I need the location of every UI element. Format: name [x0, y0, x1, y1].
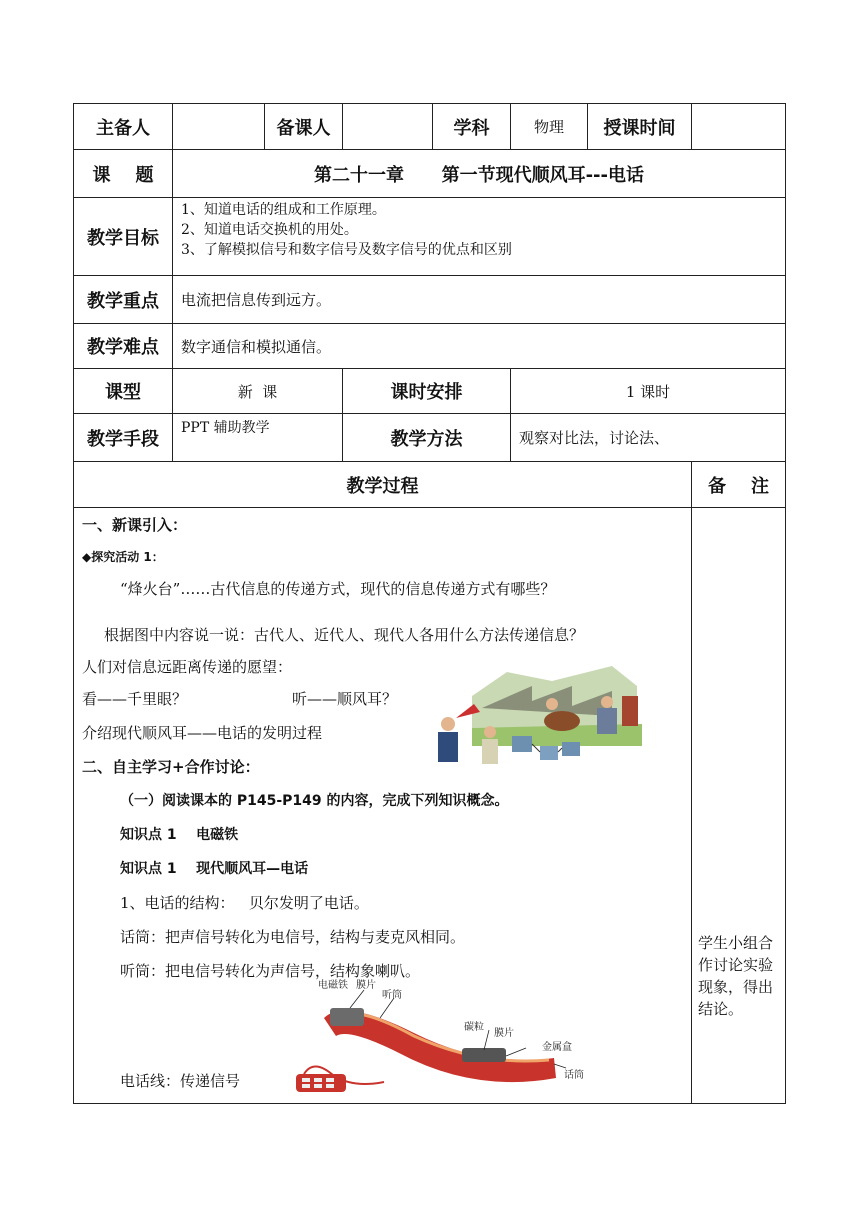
label-carbon: 碳粒	[464, 1022, 484, 1033]
process-content	[74, 508, 692, 1104]
subject-value: 物理	[511, 104, 588, 150]
goals-label: 教学目标	[74, 198, 173, 276]
label-magnet: 电磁铁	[318, 980, 348, 991]
method-value: 观察对比法，讨论法、	[511, 414, 786, 462]
hear-line: 听——顺风耳？	[292, 690, 398, 708]
topic-value: 第二十一章 第一节现代顺风耳---电话	[173, 150, 786, 198]
label-microphone: 话筒	[564, 1070, 584, 1081]
reading-task: （一）阅读课本的 P145-P149 的内容，完成下列知识概念。	[120, 793, 509, 809]
invention-line: 介绍现代顺风耳——电话的发明过程	[82, 724, 323, 742]
label-diaphragm-1: 膜片	[356, 980, 376, 991]
label-metal-box: 金属盒	[542, 1042, 572, 1053]
label-earpiece: 听筒	[382, 990, 402, 1001]
knowledge-point-2: 知识点 1 现代顺风耳—电话	[120, 861, 309, 877]
goal-item: 1、知道电话的组成和工作原理。	[181, 202, 386, 218]
microphone-desc: 话筒：把声信号转化为电信号，结构与麦克风相同。	[120, 928, 466, 946]
arrangement-label: 课时安排	[343, 369, 511, 414]
knowledge-point-1: 知识点 1 电磁铁	[120, 827, 239, 843]
telephone-structure-diagram	[294, 978, 594, 1096]
section-self-study: 二、自主学习+合作讨论：	[82, 758, 260, 776]
notes-column	[692, 508, 786, 1104]
earpiece-desc: 听筒：把电信号转化为声信号，结构象喇叭。	[120, 962, 421, 980]
question-1: “烽火台”……古代信息的传递方式，现代的信息传递方式有哪些？	[120, 580, 556, 598]
prep-label: 备课人	[265, 104, 343, 150]
goal-item: 3、了解模拟信号和数字信号及数字信号的优点和区别	[181, 242, 512, 258]
topic-label: 课 题	[74, 150, 173, 198]
goal-item: 2、知道电话交换机的用处。	[181, 222, 358, 238]
lesson-type-value: 新 课	[173, 369, 343, 414]
lead-label: 主备人	[74, 104, 173, 150]
wish-line: 人们对信息远距离传递的愿望：	[82, 658, 293, 676]
time-label: 授课时间	[588, 104, 692, 150]
difficulty-value: 数字通信和模拟通信。	[173, 324, 786, 369]
difficulty-label: 教学难点	[74, 324, 173, 369]
goals-list	[173, 198, 786, 276]
question-2: 根据图中内容说一说：古代人、近代人、现代人各用什么方法传递信息？	[104, 626, 585, 644]
focus-label: 教学重点	[74, 276, 173, 324]
prep-value[interactable]	[343, 104, 433, 150]
phone-line-desc: 电话线：传递信号	[120, 1072, 241, 1090]
phone-structure: 1、电话的结构： 贝尔发明了电话。	[120, 894, 369, 912]
subject-label: 学科	[433, 104, 511, 150]
lesson-plan-table	[73, 103, 786, 1104]
section-intro: 一、新课引入：	[82, 516, 188, 534]
notes-text: 学生小组合作讨论实验现象，得出结论。	[698, 934, 774, 1018]
lesson-type-label: 课型	[74, 369, 173, 414]
time-value[interactable]	[692, 104, 786, 150]
method-label: 教学方法	[343, 414, 511, 462]
means-value: PPT 辅助教学	[173, 414, 343, 462]
label-diaphragm-2: 膜片	[494, 1028, 514, 1039]
means-label: 教学手段	[74, 414, 173, 462]
lead-value[interactable]	[173, 104, 265, 150]
process-title: 教学过程	[74, 462, 692, 508]
activity-heading: ◆探究活动 1：	[82, 550, 164, 564]
notes-title: 备 注	[692, 462, 786, 508]
arrangement-value: 1 课时	[511, 369, 786, 414]
see-line: 看——千里眼？	[82, 690, 188, 708]
focus-value: 电流把信息传到远方。	[173, 276, 786, 324]
communication-history-illustration	[412, 646, 644, 766]
